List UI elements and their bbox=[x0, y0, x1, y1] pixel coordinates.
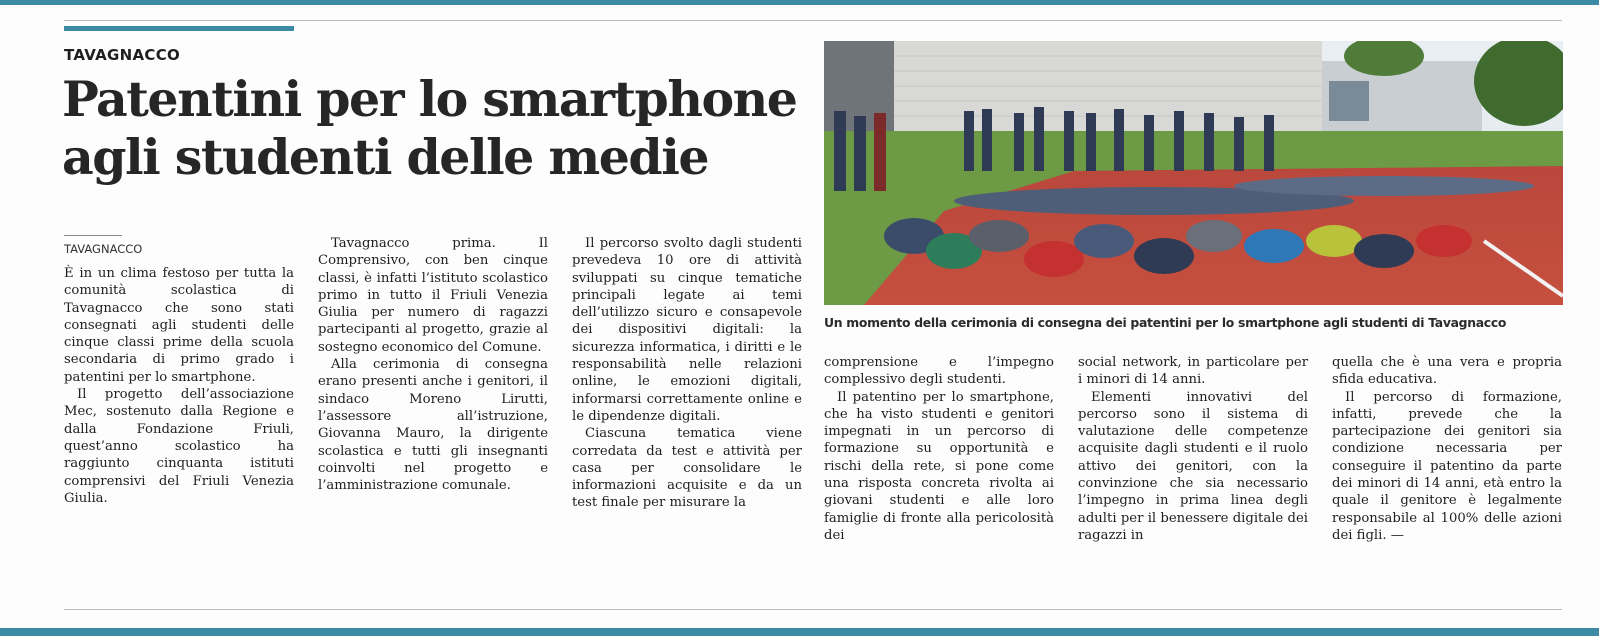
paragraph: Il patentino per lo smartphone, che ha visto studenti e genitori impegnati in un percorso di formazione su opportunità e rischi della rete, si pone come una risposta concreta rivolta ai giovani studenti e alle loro famiglie di fronte alla pericolosità dei bbox=[824, 389, 1054, 543]
bottom-rule bbox=[64, 609, 1562, 610]
article-column-1 bbox=[64, 265, 294, 507]
bottom-accent-bar bbox=[0, 628, 1599, 636]
headline bbox=[62, 70, 802, 186]
paragraph: Il percorso di formazione, infatti, prevede che la partecipazione dei genitori sia condizione necessaria per conseguire il patentino da parte dei minori di 14 anni, età entro la quale il genitore è legalmente responsabile al 100% delle azioni dei figli. — bbox=[1332, 389, 1562, 543]
paragraph: Il percorso svolto dagli studenti prevedeva 10 ore di attività sviluppati su cinque tematiche principali legate ai temi dell’utilizzo sicuro e consapevole dei dispositivi digitali: la sicurezza informatica, i diritti e le responsabilità nelle relazioni online, le emozioni digitali, informarsi correttamente online e le dipendenze digitali. bbox=[572, 236, 802, 424]
paragraph: È in un clima festoso per tutta la comunità scolastica di Tavagnacco che sono stati consegnati agli studenti delle cinque classi prime della scuola secondaria di primo grado i patentini per lo smartphone. bbox=[64, 266, 294, 385]
paragraph: Alla cerimonia di consegna erano presenti anche i genitori, il sindaco Moreno Lirutti, l’assessore all’istruzione, Giovanna Mauro, la dirigente scolastica e tutti gli insegnanti coinvolti nel progetto e l’amministrazione comunale. bbox=[318, 357, 548, 494]
section-accent-line bbox=[64, 26, 294, 31]
top-accent-bar bbox=[0, 0, 1599, 5]
article-column-5 bbox=[1078, 354, 1308, 544]
top-rule bbox=[64, 20, 1562, 21]
photo-caption: Un momento della cerimonia di consegna dei patentini per lo smartphone agli studenti di Tavagnacco bbox=[824, 315, 1507, 330]
article-column-2 bbox=[318, 235, 548, 494]
headline-line-2: agli studenti delle medie bbox=[62, 128, 708, 186]
section-label: TAVAGNACCO bbox=[64, 46, 181, 64]
paragraph: quella che è una vera e propria sfida educativa. bbox=[1332, 355, 1562, 388]
article-column-6 bbox=[1332, 354, 1562, 544]
article-column-4 bbox=[824, 354, 1054, 544]
paragraph: Il progetto dell’associazione Mec, sostenuto dalla Regione e dalla Fondazione Friuli, quest’anno scolastico ha raggiunto cinquanta istituti comprensivi del Friuli Venezia Giulia. bbox=[64, 387, 294, 506]
paragraph: social network, in particolare per i minori di 14 anni. bbox=[1078, 355, 1308, 388]
paragraph: comprensione e l’impegno complessivo degli studenti. bbox=[824, 355, 1054, 388]
byline-rule bbox=[64, 235, 122, 236]
paragraph: Ciascuna tematica viene corredata da test e attività per casa per consolidare le informazioni acquisite e da un test finale per misurare la bbox=[572, 426, 802, 511]
article-column-3 bbox=[572, 235, 802, 512]
ceremony-photo bbox=[824, 41, 1563, 305]
paragraph: Elementi innovativi del percorso sono il sistema di valutazione delle competenze acquisite dagli studenti e il ruolo attivo dei genitori, con la convinzione che sia necessario l’impegno in prima linea degli adulti per il benessere digitale dei ragazzi in bbox=[1078, 389, 1308, 543]
byline: TAVAGNACCO bbox=[64, 242, 143, 256]
paragraph: Tavagnacco prima. Il Comprensivo, con ben cinque classi, è infatti l’istituto scolastico primo in tutto il Friuli Venezia Giulia per numero di ragazzi partecipanti al progetto, grazie al sostegno economico del Comune. bbox=[318, 236, 548, 355]
headline-line-1: Patentini per lo smartphone bbox=[62, 70, 797, 128]
